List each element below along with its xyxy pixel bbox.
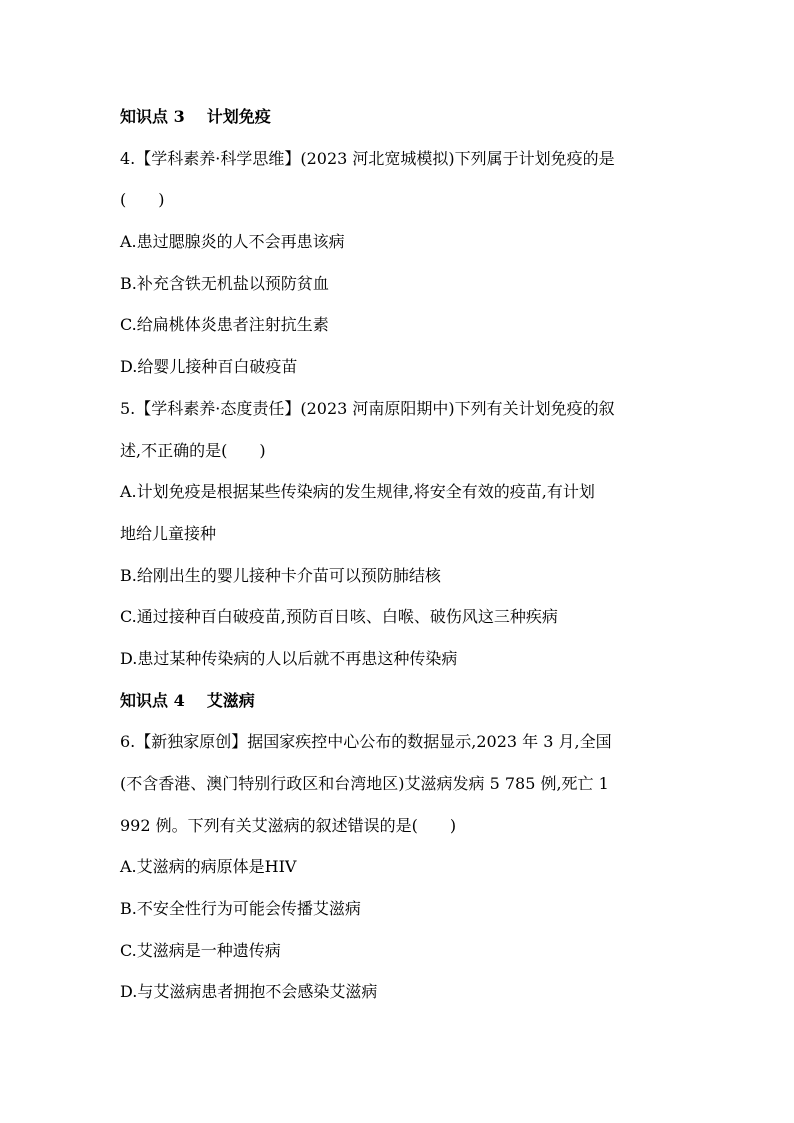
option-b: B.补充含铁无机盐以预防贫血 — [120, 273, 329, 293]
section-heading-3 — [120, 96, 680, 138]
option-b: B.不安全性行为可能会传播艾滋病 — [120, 899, 361, 919]
question-stem-line: 6.【新独家原创】据国家疾控中心公布的数据显示,2023 年 3 月,全国 — [120, 732, 612, 752]
question-stem-line: ( ) — [120, 190, 165, 210]
question-4 — [120, 138, 680, 388]
section-heading-title: 艾滋病 — [206, 690, 255, 710]
option-d: D.与艾滋病患者拥抱不会感染艾滋病 — [120, 982, 378, 1002]
option-d: D.患过某种传染病的人以后就不再患这种传染病 — [120, 648, 458, 668]
question-5 — [120, 388, 680, 680]
option-b: B.给刚出生的婴儿接种卡介苗可以预防肺结核 — [120, 565, 441, 585]
section-heading-4 — [120, 680, 680, 722]
question-6 — [120, 721, 680, 1013]
question-stem-line: 992 例。下列有关艾滋病的叙述错误的是( ) — [120, 815, 457, 835]
option-a: A.计划免疫是根据某些传染病的发生规律,将安全有效的疫苗,有计划 — [120, 482, 595, 502]
section-heading-title: 计划免疫 — [206, 107, 271, 126]
question-stem-line: 4.【学科素养·科学思维】(2023 河北宽城模拟)下列属于计划免疫的是 — [120, 148, 615, 168]
option-c: C.通过接种百白破疫苗,预防百日咳、白喉、破伤风这三种疾病 — [120, 607, 558, 627]
question-stem-line: 5.【学科素养·态度责任】(2023 河南原阳期中)下列有关计划免疫的叙 — [120, 398, 615, 418]
question-stem-line: 述,不正确的是( ) — [120, 440, 266, 460]
option-a: A.患过腮腺炎的人不会再患该病 — [120, 232, 345, 252]
question-stem-line: (不含香港、澳门特别行政区和台湾地区)艾滋病发病 5 785 例,死亡 1 — [120, 774, 609, 793]
option-a: A.艾滋病的病原体是HIV — [120, 857, 297, 877]
section-heading-number: 知识点 4 — [120, 690, 185, 710]
document-page — [120, 96, 680, 1013]
section-heading-number: 知识点 3 — [120, 107, 185, 126]
option-c: C.艾滋病是一种遗传病 — [120, 940, 281, 960]
option-d: D.给婴儿接种百白破疫苗 — [120, 357, 298, 377]
option-c: C.给扁桃体炎患者注射抗生素 — [120, 315, 329, 335]
option-a-continuation: 地给儿童接种 — [120, 523, 217, 543]
